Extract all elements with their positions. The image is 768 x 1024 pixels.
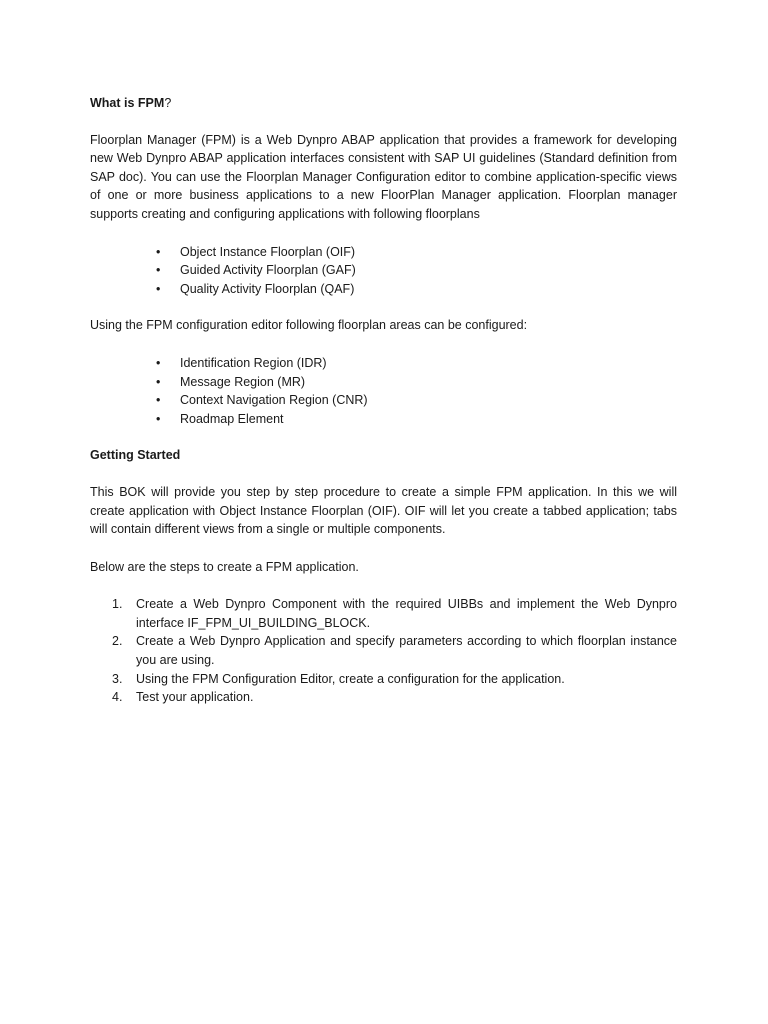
list-item: [156, 243, 677, 262]
step-text: Using the FPM Configuration Editor, create a configuration for the application.: [136, 671, 565, 686]
list-item: [156, 391, 677, 410]
heading-getting-started: [90, 446, 677, 465]
bullet-icon: •: [156, 244, 161, 259]
step-number: 4.: [112, 690, 123, 705]
list-item: [112, 688, 677, 707]
list-item-text: Object Instance Floorplan (OIF): [180, 244, 356, 259]
steps-intro-paragraph: Below are the steps to create a FPM application.: [90, 559, 359, 574]
list-item-text: Context Navigation Region (CNR): [180, 393, 368, 408]
step-number: 3.: [112, 671, 123, 686]
list-item: [112, 670, 677, 689]
step-number: 2.: [112, 634, 123, 649]
bullet-icon: •: [156, 374, 161, 389]
list-item-text: Quality Activity Floorplan (QAF): [180, 281, 355, 296]
areas-intro-paragraph: Using the FPM configuration editor following floorplan areas can be configured:: [90, 318, 528, 333]
list-item: [156, 261, 677, 280]
bullet-icon: •: [156, 281, 161, 296]
step-text: Test your application.: [136, 690, 254, 705]
list-item-text: Guided Activity Floorplan (GAF): [180, 263, 356, 278]
fpm-intro-paragraph: Floorplan Manager (FPM) is a Web Dynpro ABAP application that provides a framework for developing new Web Dynpro ABAP application interfaces consistent with SAP UI guidelines (Standard definition from SAP doc). You can use the Floorplan Manager Configuration editor to combine application-specific views of one or more business applications to a new FloorPlan Manager application. Floorplan manager supports creating and configuring applications with following floorplans: [90, 132, 677, 221]
bullet-icon: •: [156, 411, 161, 426]
bullet-icon: •: [156, 263, 161, 278]
step-text: Create a Web Dynpro Application and specify parameters according to which floorplan instance you are using.: [136, 634, 677, 668]
bullet-icon: •: [156, 355, 161, 370]
list-item: [112, 632, 677, 669]
list-item-text: Identification Region (IDR): [180, 355, 327, 370]
list-item: [156, 280, 677, 299]
steps-list: [90, 595, 677, 707]
list-item: [156, 410, 677, 429]
heading-what-is-fpm: [90, 94, 677, 113]
step-text: Create a Web Dynpro Component with the required UIBBs and implement the Web Dynpro interface IF_FPM_UI_BUILDING_BLOCK.: [136, 597, 677, 630]
heading-what-is-fpm-bold: What is FPM: [90, 96, 165, 110]
document-page: [90, 94, 677, 707]
list-item-text: Message Region (MR): [180, 374, 306, 389]
list-item-text: Roadmap Element: [180, 411, 284, 426]
heading-getting-started-bold: Getting Started: [90, 448, 181, 463]
areas-list: [90, 354, 677, 428]
list-item: [112, 595, 677, 632]
list-item: [156, 373, 677, 392]
getting-started-paragraph: This BOK will provide you step by step procedure to create a simple FPM application. In this we will create application with Object Instance Floorplan (OIF). OIF will let you create a tabbed application; tabs will contain different views from a single or multiple components.: [90, 484, 677, 537]
step-number: 1.: [112, 597, 123, 612]
list-item: [156, 354, 677, 373]
bullet-icon: •: [156, 393, 161, 408]
heading-what-is-fpm-tail: ?: [164, 96, 172, 110]
floorplans-list: [90, 243, 677, 299]
